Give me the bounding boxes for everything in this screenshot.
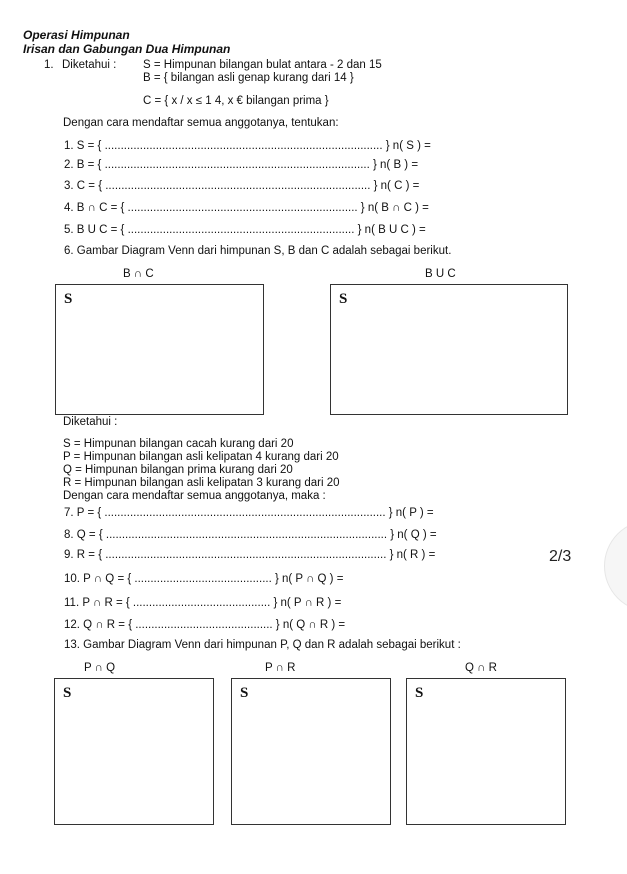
answer-line: 1. S = { ....................................................................................... } n( S ) = bbox=[64, 140, 431, 152]
instruction-text: Dengan cara mendaftar semua anggotanya, maka : bbox=[63, 490, 326, 502]
set-definition-c: C = { x / x ≤ 1 4, x € bilangan prima } bbox=[143, 95, 329, 107]
page-indicator: 2/3 bbox=[549, 548, 572, 565]
next-page-button[interactable] bbox=[604, 520, 627, 612]
answer-line: 7. P = { ........................................................................................ } n( P ) = bbox=[64, 507, 434, 519]
answer-line: 3. C = { ................................................................................... } n( C ) = bbox=[64, 180, 420, 192]
venn-diagram-box bbox=[406, 678, 566, 825]
given-label: Diketahui : bbox=[63, 416, 118, 428]
answer-line: 4. B ∩ C = { ........................................................................ } n( B ∩ C ) = bbox=[64, 202, 429, 214]
set-definition-s: S = Himpunan bilangan cacah kurang dari 20 bbox=[63, 438, 294, 450]
venn-instruction: 6. Gambar Diagram Venn dari himpunan S, B dan C adalah sebagai berikut. bbox=[64, 245, 452, 257]
set-definition-p: P = Himpunan bilangan asli kelipatan 4 kurang dari 20 bbox=[63, 451, 339, 463]
set-definition-s: S = Himpunan bilangan bulat antara - 2 dan 15 bbox=[143, 59, 382, 71]
venn-diagram-box bbox=[231, 678, 391, 825]
answer-line: 5. B U C = { ....................................................................... } n( B U C ) = bbox=[64, 224, 426, 236]
given-label: Diketahui : bbox=[62, 59, 117, 71]
instruction-text: Dengan cara mendaftar semua anggotanya, tentukan: bbox=[63, 117, 339, 129]
answer-line: 12. Q ∩ R = { ........................................... } n( Q ∩ R ) = bbox=[64, 619, 346, 631]
set-definition-q: Q = Himpunan bilangan prima kurang dari 20 bbox=[63, 464, 293, 476]
venn-diagram-box bbox=[55, 284, 264, 415]
set-definition-b: B = { bilangan asli genap kurang dari 14 } bbox=[143, 72, 354, 84]
universal-set-label: S bbox=[339, 291, 348, 307]
set-definition-r: R = Himpunan bilangan asli kelipatan 3 kurang dari 20 bbox=[63, 477, 340, 489]
universal-set-label: S bbox=[240, 685, 249, 701]
venn-label: Q ∩ R bbox=[465, 662, 497, 674]
venn-diagram-box bbox=[330, 284, 568, 415]
venn-instruction: 13. Gambar Diagram Venn dari himpunan P, Q dan R adalah sebagai berikut : bbox=[64, 639, 461, 651]
universal-set-label: S bbox=[63, 685, 72, 701]
answer-line: 8. Q = { ........................................................................................ } n( Q ) = bbox=[64, 529, 437, 541]
venn-label: B U C bbox=[425, 268, 456, 280]
venn-label: P ∩ Q bbox=[84, 662, 116, 674]
document-title: Operasi Himpunan bbox=[23, 28, 130, 42]
question-number: 1. bbox=[44, 59, 54, 71]
document-subtitle: Irisan dan Gabungan Dua Himpunan bbox=[23, 42, 231, 56]
venn-label: B ∩ C bbox=[123, 268, 154, 280]
answer-line: 2. B = { ................................................................................... } n( B ) = bbox=[64, 159, 419, 171]
venn-label: P ∩ R bbox=[265, 662, 296, 674]
answer-line: 9. R = { ........................................................................................ } n( R ) = bbox=[64, 549, 436, 561]
universal-set-label: S bbox=[64, 291, 73, 307]
answer-line: 10. P ∩ Q = { ........................................... } n( P ∩ Q ) = bbox=[64, 573, 344, 585]
universal-set-label: S bbox=[415, 685, 424, 701]
venn-diagram-box bbox=[54, 678, 214, 825]
answer-line: 11. P ∩ R = { ........................................... } n( P ∩ R ) = bbox=[64, 597, 342, 609]
